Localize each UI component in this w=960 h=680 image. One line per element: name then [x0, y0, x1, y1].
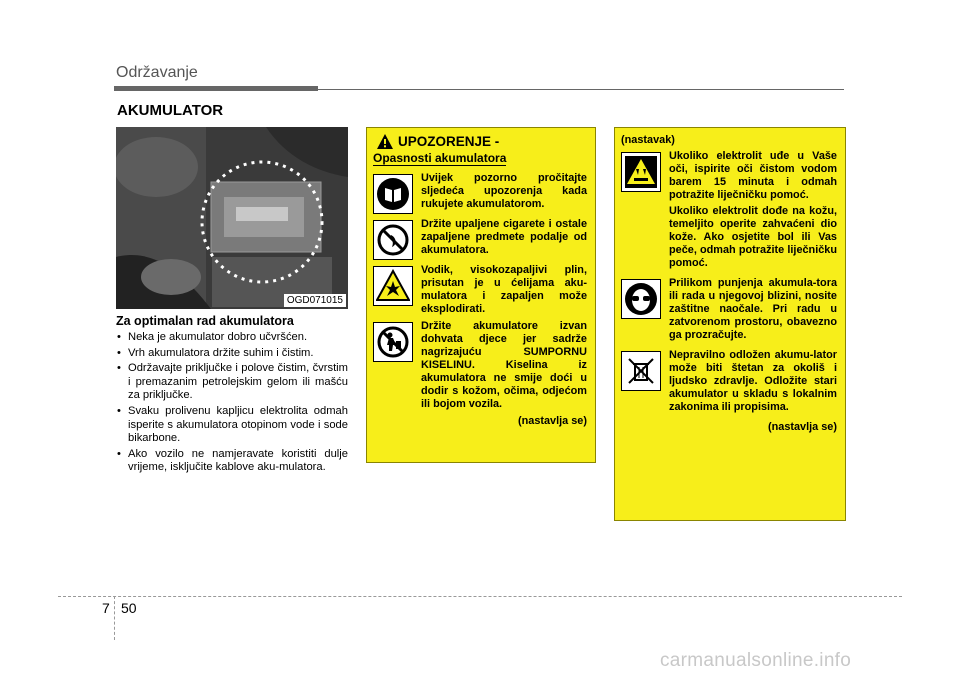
header-title: Održavanje — [116, 64, 198, 81]
bullet-item: • Održavajte priključke i polove čistim, čvrstim i premazanim petrolejskim gelom ili mašću za priključke. — [116, 362, 348, 403]
warning-header — [373, 134, 587, 149]
page-number: 50 — [121, 600, 137, 616]
bullet-item: • Svaku prolivenu kapljicu elektrolita odmah isperite s akumulatora otopinom vode i sode bikarbone. — [116, 405, 348, 446]
battery-photo — [116, 127, 348, 309]
continued-label: (nastavlja se) — [517, 415, 587, 427]
acid-corrosive-icon — [621, 152, 661, 192]
bullet-item: • Vrh akumulatora držite suhim i čistim. — [116, 347, 348, 361]
warning-triangle-icon — [377, 134, 393, 149]
warning-item-text — [669, 277, 837, 345]
warning-box — [366, 127, 596, 463]
watermark: carmanualsonline.info — [660, 650, 852, 671]
warning-item-text: Držite upaljene cigarete i ostale zapaljene predmete podalje od akumulatora. — [421, 218, 587, 256]
warning-item-text: Vodik, visokozapaljivi plin, prisutan je u ćelijama aku-mulatora i zapaljen može eksplodirati. — [421, 264, 587, 315]
bullet-item: • Ako vozilo ne namjeravate koristiti dulje vrijeme, isključite kablove aku-mulatora. — [116, 448, 348, 475]
warning-title: UPOZORENJE - — [398, 134, 500, 149]
warning-item — [621, 277, 837, 345]
no-trash-disposal-icon — [621, 351, 661, 391]
warning-box-continued — [614, 127, 846, 521]
warning-item — [373, 218, 587, 260]
warning-item — [373, 264, 587, 316]
warning-item — [621, 150, 837, 273]
disposal-paragraph: Nepravilno odložen akumu-lator može biti štetan za okoliš i ljudsko zdravlje. Odložite stari akumulator u skladu s lokalnim zakonima ili propisima. — [669, 349, 837, 413]
footer-rule — [58, 596, 902, 597]
bullet-item: • Neka je akumulator dobro učvršćen. — [116, 331, 348, 345]
warning-item-text: Uvijek pozorno pročitajte sljedeća upozorenja kada rukujete akumulatorom. — [421, 172, 587, 210]
warning-item — [621, 349, 837, 417]
explosion-icon — [373, 266, 413, 306]
chapter-number: 7 — [102, 600, 110, 616]
warning-item-text — [669, 349, 837, 417]
bullet-list — [116, 331, 348, 475]
photo-code: OGD071015 — [284, 294, 346, 307]
warning-subtitle: Opasnosti akumulatora — [373, 151, 507, 165]
header-bar — [114, 86, 318, 91]
warning-item-text: Držite akumulatore izvan dohvata djece jer sadrže nagrizajuću SUMPORNU KISELINU. Kiselina iz akumulatora ne smije doći u dodir s kožom, očima, odjećom ili bojom vozila. — [421, 320, 587, 410]
engine-bay-image — [116, 127, 348, 309]
footer-divider — [114, 596, 115, 640]
optimal-heading: Za optimalan rad akumulatora — [116, 314, 294, 328]
keep-children-away-icon — [373, 322, 413, 362]
header-rule — [318, 89, 844, 90]
warning-item — [373, 320, 587, 411]
eye-skin-paragraph: Ukoliko elektrolit uđe u Vaše oči, ispirite oči čistom vodom barem 15 minuta i odmah potražite liječničku pomoć. — [669, 150, 837, 201]
continued-label: (nastavlja se) — [767, 421, 837, 433]
warning-item-text — [669, 150, 837, 273]
goggles-paragraph: Prilikom punjenja akumula-tora ili rada u njegovoj blizini, nosite zaštitne naočale. Pri radu u zatvorenom prostoru, obavezno ga prozračujte. — [669, 277, 837, 341]
continued-header: (nastavak) — [621, 134, 675, 146]
eye-skin-paragraph: Ukoliko elektrolit dođe na kožu, temeljito operite zahvaćeni dio kože. Ako osjetite bol ili Vas peče, odmah potražite liječničku pomoć. — [669, 205, 837, 269]
manual-read-icon — [373, 174, 413, 214]
eye-protection-icon — [621, 279, 661, 319]
warning-item — [373, 172, 587, 214]
section-title: AKUMULATOR — [117, 102, 224, 119]
no-smoking-flame-icon — [373, 220, 413, 260]
left-text — [116, 314, 348, 477]
